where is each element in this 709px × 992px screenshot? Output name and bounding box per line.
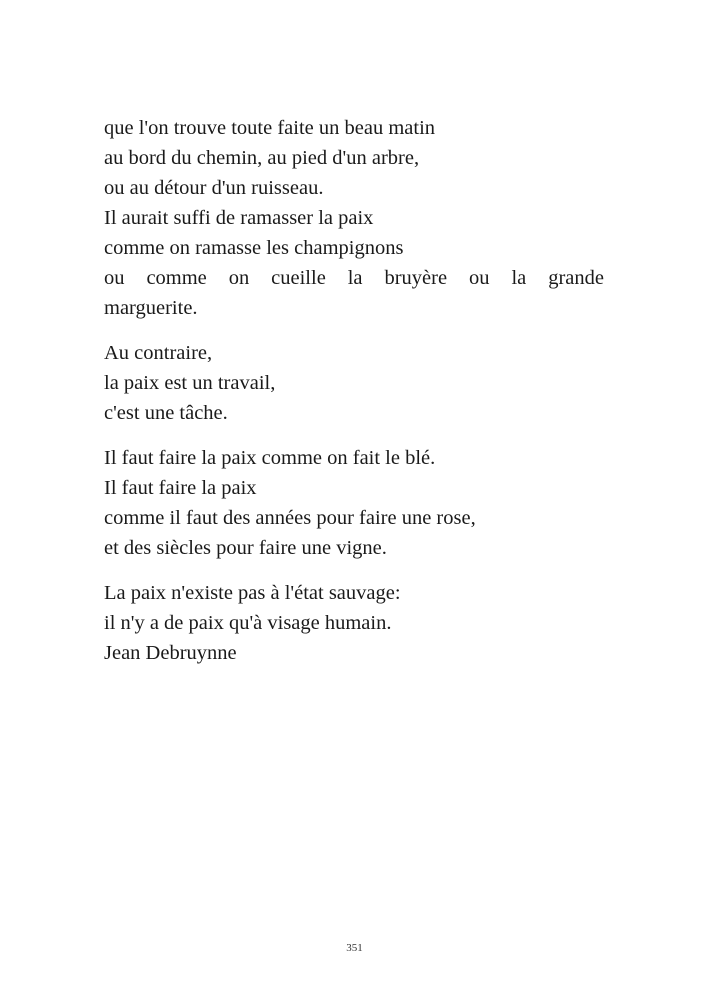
poem-author: Jean Debruynne (104, 642, 237, 664)
page-number: 351 (346, 942, 363, 954)
word: on (228, 267, 250, 289)
poem-line: comme on ramasse les champignons (104, 237, 404, 259)
word: ou (469, 267, 490, 289)
poem-line: que l'on trouve toute faite un beau matin (104, 117, 436, 139)
word: grande (548, 267, 604, 289)
poem-line-justified (104, 263, 604, 293)
word: la (511, 267, 527, 289)
poem-text (104, 113, 604, 683)
poem-line: Au contraire, (104, 342, 213, 364)
word: ou (104, 267, 125, 289)
stanza-1 (104, 113, 604, 323)
poem-line: Il aurait suffi de ramasser la paix (104, 207, 374, 229)
poem-line: la paix est un travail, (104, 372, 276, 394)
word: comme (146, 267, 207, 289)
poem-line: marguerite. (104, 297, 198, 319)
word: la (347, 267, 363, 289)
stanza-4 (104, 578, 604, 668)
word: cueille (271, 267, 326, 289)
poem-line: et des siècles pour faire une vigne. (104, 537, 387, 559)
word: bruyère (384, 267, 448, 289)
stanza-2 (104, 338, 604, 428)
poem-line: Il faut faire la paix comme on fait le blé. (104, 447, 436, 469)
poem-line: il n'y a de paix qu'à visage humain. (104, 612, 392, 634)
poem-line: comme il faut des années pour faire une rose, (104, 507, 476, 529)
poem-line: ou au détour d'un ruisseau. (104, 177, 324, 199)
poem-line: c'est une tâche. (104, 402, 228, 424)
poem-line: La paix n'existe pas à l'état sauvage: (104, 582, 401, 604)
poem-line: au bord du chemin, au pied d'un arbre, (104, 147, 420, 169)
stanza-3 (104, 443, 604, 563)
poem-line: Il faut faire la paix (104, 477, 257, 499)
